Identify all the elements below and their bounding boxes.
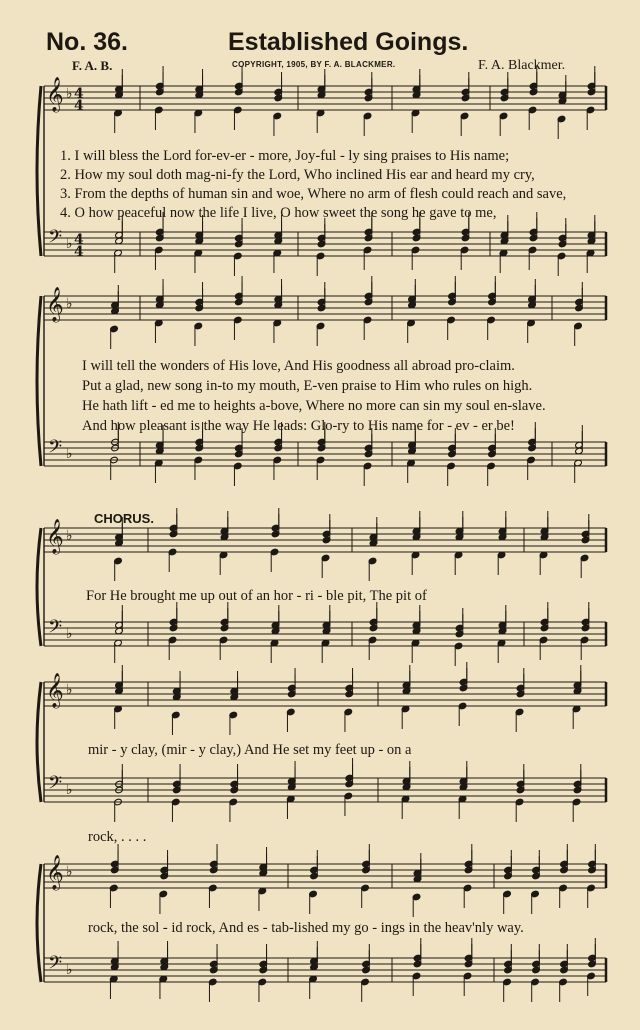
verse-2-line-a: 2. How my soul doth mag-ni-fy the Lord, Who inclined His ear and heard my cry, xyxy=(60,167,535,183)
flat-icon: ♭ xyxy=(66,296,73,312)
time-signature-top: 4 xyxy=(74,232,84,248)
chorus-line-3: rock, the sol - id rock, And es - tab-lished my go - ings in the heav'nly way. xyxy=(88,920,524,936)
treble-clef-icon: 𝄞 xyxy=(46,519,64,554)
flat-icon: ♭ xyxy=(66,864,73,880)
time-signature-top: 4 xyxy=(74,86,84,102)
bass-clef-icon: 𝄢 xyxy=(48,617,63,642)
bass-clef-icon: 𝄢 xyxy=(48,437,63,462)
bass-clef-icon: 𝄢 xyxy=(48,953,63,978)
treble-clef-icon: 𝄞 xyxy=(46,673,64,708)
verse-1-line-b: I will tell the wonders of His love, And His goodness all abroad pro-claim. xyxy=(82,358,515,374)
lyricist-credit: F. A. B. xyxy=(72,58,113,73)
composer-credit: F. A. Blackmer. xyxy=(478,58,566,73)
bass-clef-icon: 𝄢 xyxy=(48,227,63,252)
system-brace xyxy=(37,864,41,982)
treble-clef-icon: 𝄞 xyxy=(46,287,64,322)
verse-3-line-b: He hath lift - ed me to heights a-bove, Where no more can sin my soul en-slave. xyxy=(82,398,546,414)
verse-4-line-a: 4. O how peaceful now the life I live, O how sweet the song he gave to me, xyxy=(60,205,497,221)
flat-icon: ♭ xyxy=(66,86,73,102)
flat-icon: ♭ xyxy=(66,782,73,798)
flat-icon: ♭ xyxy=(66,626,73,642)
hymn-title: Established Goings. xyxy=(228,28,469,56)
copyright-notice: COPYRIGHT, 1905, BY F. A. BLACKMER. xyxy=(232,60,396,69)
chorus-line-2: mir - y clay, (mir - y clay,) And He set my feet up - on a xyxy=(88,742,412,758)
system-brace xyxy=(37,86,41,256)
bass-clef-icon: 𝄢 xyxy=(48,773,63,798)
verse-3-line-a: 3. From the depths of human sin and woe, Where no arm of flesh could reach and save, xyxy=(60,186,567,202)
flat-icon: ♭ xyxy=(66,446,73,462)
treble-clef-icon: 𝄞 xyxy=(46,855,64,890)
verse-1-line-a: 1. I will bless the Lord for-ev-er - more, Joy-ful - ly sing praises to His name; xyxy=(60,148,510,164)
flat-icon: ♭ xyxy=(66,682,73,698)
treble-clef-icon: 𝄞 xyxy=(46,77,64,112)
time-signature-bottom: 4 xyxy=(74,98,84,114)
flat-icon: ♭ xyxy=(66,236,73,252)
chorus-line-3-upper: rock, . . . . xyxy=(88,829,147,845)
system-brace xyxy=(37,528,41,646)
system-brace xyxy=(37,296,41,466)
hymn-number: No. 36. xyxy=(46,28,128,56)
system-brace xyxy=(37,682,41,802)
verse-2-line-b: Put a glad, new song in-to my mouth, E-ven praise to Him who rules on high. xyxy=(82,378,533,394)
time-signature-bottom: 4 xyxy=(74,244,84,260)
flat-icon: ♭ xyxy=(66,528,73,544)
verse-4-line-b: And how pleasant is the way He leads: Glo-ry to His name for - ev - er be! xyxy=(82,418,515,434)
chorus-label: CHORUS. xyxy=(94,511,154,526)
chorus-line-1: For He brought me up out of an hor - ri - ble pit, The pit of xyxy=(86,588,427,604)
flat-icon: ♭ xyxy=(66,962,73,978)
